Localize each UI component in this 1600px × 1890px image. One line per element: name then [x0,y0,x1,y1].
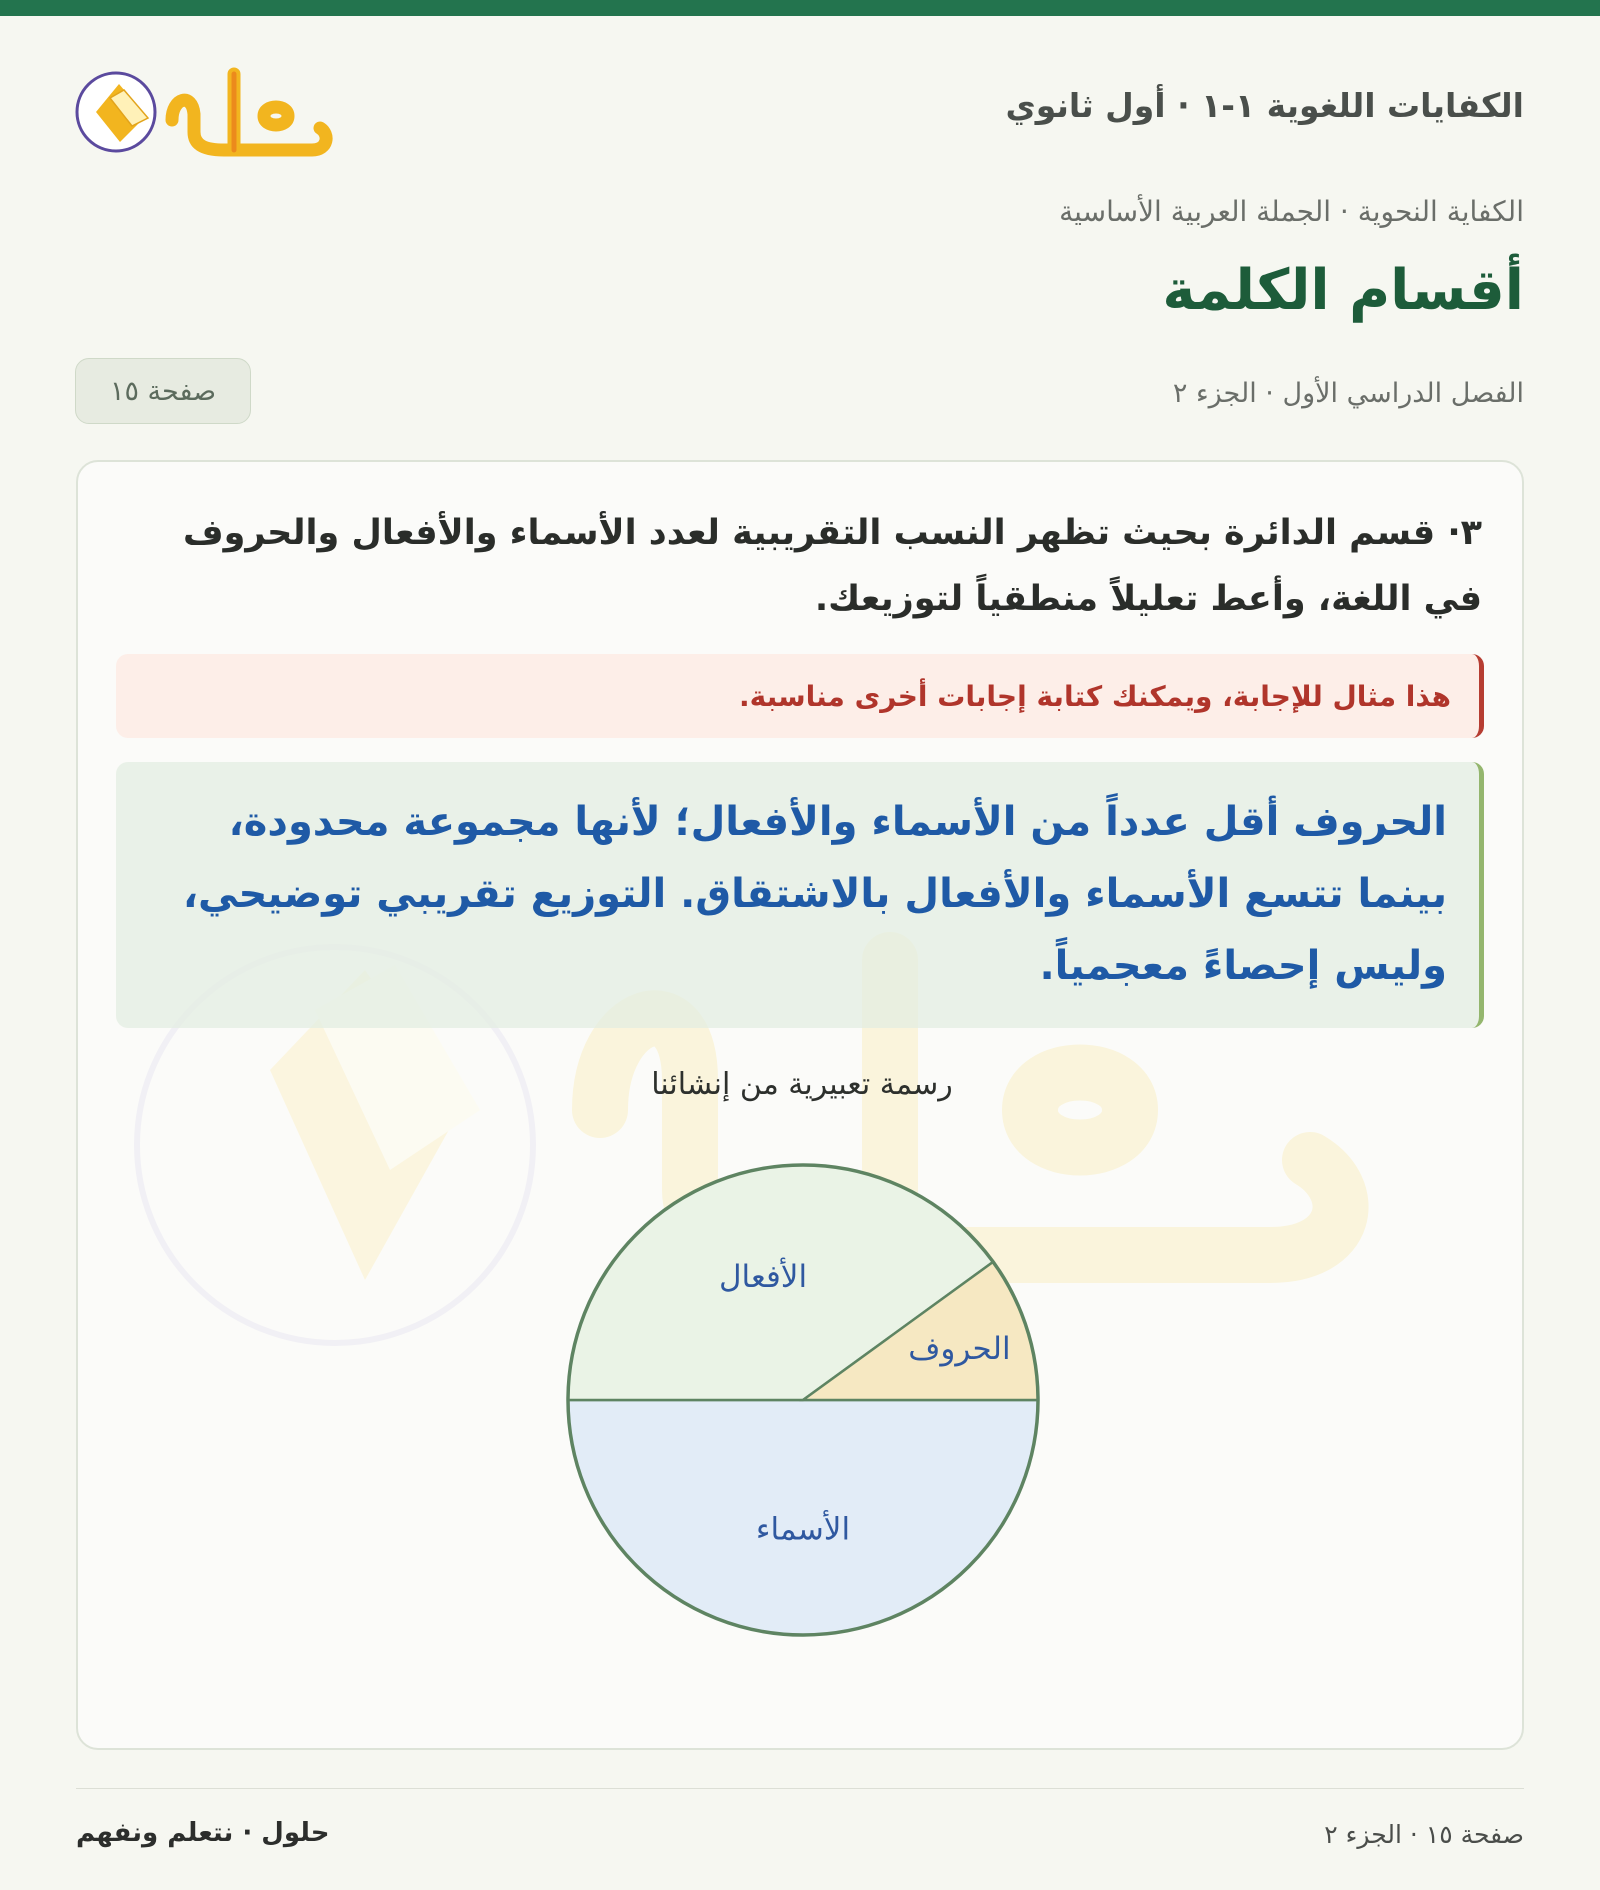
pie-label-3: الحروف [908,1331,1011,1368]
question-text: ٣· قسم الدائرة بحيث تظهر النسب التقريبية لعدد الأسماء والأفعال والحروف في اللغة، وأعط تعليلاً منطقياً لتوزيعك. [182,513,1482,619]
pie-label-2: الأفعال [719,1259,808,1296]
breadcrumb: الكفاية النحوية · الجملة العربية الأساسية [1059,195,1524,228]
semester-label: الفصل الدراسي الأول · الجزء ٢ [1172,378,1524,409]
page-title: أقسام الكلمة [1162,258,1524,323]
pie-chart [563,1160,1043,1640]
footer-page-info: صفحة ١٥ · الجزء ٢ [1324,1820,1524,1849]
pie-label-1: الأسماء [755,1511,851,1548]
top-accent-bar [0,0,1600,16]
course-title: الكفايات اللغوية ١-١ · أول ثانوي [1005,86,1524,125]
figure-caption: رسمة تعبيرية من إنشائنا [651,1067,953,1102]
brand-logo [74,54,334,164]
example-note-box [116,654,1484,738]
example-note-text: هذا مثال للإجابة، ويمكنك كتابة إجابات أخرى مناسبة. [739,679,1451,713]
page-number-badge: صفحة ١٥ [75,358,251,424]
answer-text: الحروف أقل عدداً من الأسماء والأفعال؛ لأنها مجموعة محدودة، بينما تتسع الأسماء والأفعال بالاشتقاق. التوزيع تقريبي توضيحي، وليس إحصاءً معجمياً. [182,799,1447,989]
answer-box [116,762,1484,1028]
footer-brand: حلول · نتعلم ونفهم [76,1818,330,1848]
footer-divider [76,1788,1524,1789]
logo-script [172,74,326,150]
exercise-card [76,460,1524,1750]
